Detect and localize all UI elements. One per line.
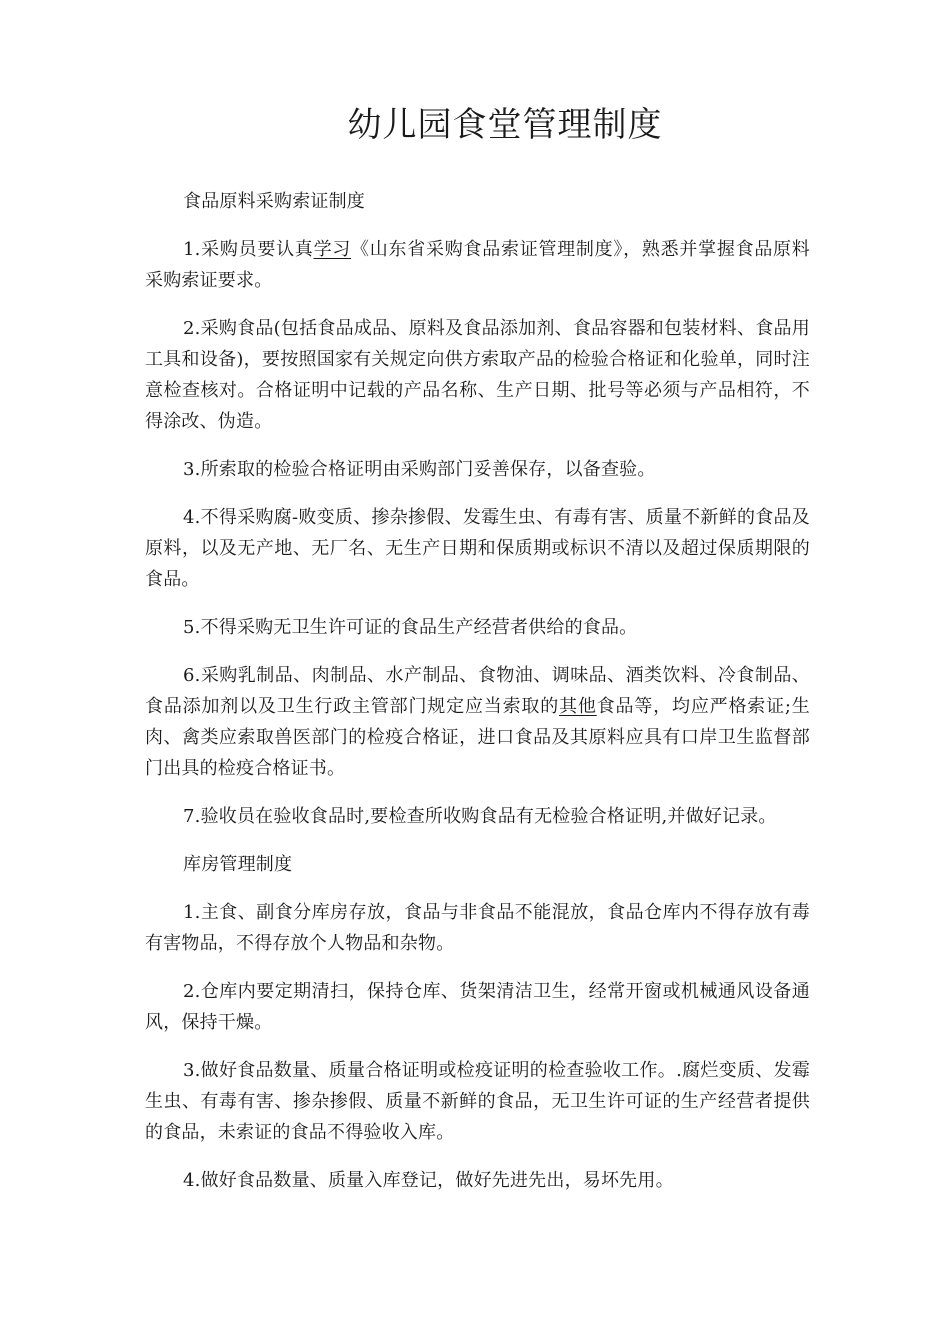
underlined-text: 其他 (559, 696, 597, 717)
section-heading-warehouse: 库房管理制度 (183, 854, 293, 875)
paragraph-warehouse-4: 4.做好食品数量、质量入库登记，做好先进先出，易坏先用。 (183, 1170, 674, 1191)
paragraph-warehouse-3: 3.做好食品数量、质量合格证明或检疫证明的检查验收工作。.腐烂变质、发霉生虫、有毒有害、掺杂掺假、质量不新鲜的食品，无卫生许可证的生产经营者提供的食品，未索证的食品不得验收入库。 (145, 1060, 810, 1143)
paragraph-procurement-7: 7.验收员在验收食品时,要检查所收购食品有无检验合格证明,并做好记录。 (183, 806, 777, 827)
document-body (145, 186, 810, 1213)
paragraph-text: 1.采购员要认真 (183, 239, 314, 260)
underlined-text: 学习 (313, 239, 352, 260)
section-heading-procurement: 食品原料采购索证制度 (183, 191, 365, 212)
paragraph-text: 食品等，均应严格索证;生肉、禽类应索取兽医部门的检疫合格证，进口食品及其原料应具有口岸卫生监督部门出具的检疫合格证书。 (145, 696, 811, 779)
document-title: 幼儿园食堂管理制度 (347, 105, 663, 145)
paragraph-procurement-1 (145, 234, 810, 296)
paragraph-text: 《山东省采购食品索证管理制度》，熟悉并掌握食品原料采购索证要求。 (145, 239, 810, 291)
paragraph-procurement-4: 4.不得采购腐-败变质、掺杂掺假、发霉生虫、有毒有害、质量不新鲜的食品及原料，以及无产地、无厂名、无生产日期和保质期或标识不清以及超过保质期限的食品。 (145, 507, 810, 590)
paragraph-text: 6.采购乳制品、肉制品、水产制品、食物油、调味品、酒类饮料、冷食制品、食品添加剂以及卫生行政主管部门规定应当索取的 (145, 665, 810, 717)
paragraph-procurement-3: 3.所索取的检验合格证明由采购部门妥善保存，以备查验。 (183, 459, 656, 480)
paragraph-warehouse-1: 1.主食、副食分库房存放，食品与非食品不能混放，食品仓库内不得存放有毒有害物品，不得存放个人物品和杂物。 (145, 902, 810, 954)
paragraph-procurement-2: 2.采购食品(包括食品成品、原料及食品添加剂、食品容器和包装材料、食品用工具和设备)，要按照国家有关规定向供方索取产品的检验合格证和化验单，同时注意检查核对。合格证明中记载的产品名称、生产日期、批号等必须与产品相符，不得涂改、伪造。 (145, 318, 810, 432)
paragraph-procurement-5: 5.不得采购无卫生许可证的食品生产经营者供给的食品。 (183, 617, 638, 638)
paragraph-warehouse-2: 2.仓库内要定期清扫，保持仓库、货架清洁卫生，经常开窗或机械通风设备通风，保持干燥。 (145, 981, 810, 1033)
paragraph-procurement-6 (145, 660, 810, 784)
